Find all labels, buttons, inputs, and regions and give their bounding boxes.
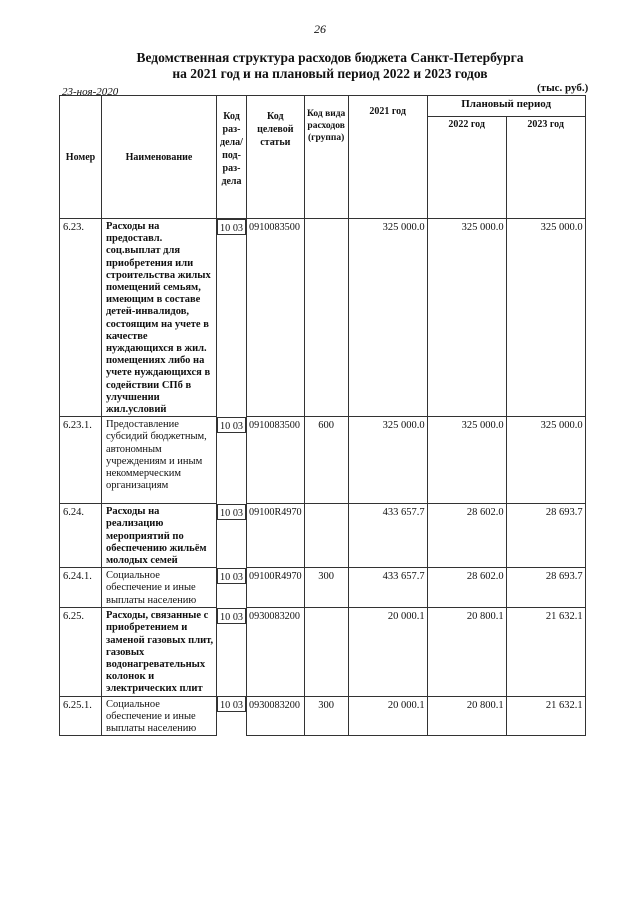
row-number: 6.23.1. xyxy=(60,417,102,504)
table-row xyxy=(60,219,586,417)
row-value-2021: 20 000.1 xyxy=(348,608,427,696)
row-razdel xyxy=(217,504,246,520)
row-number: 6.25. xyxy=(60,608,102,696)
row-subsection-code: 03 xyxy=(232,611,243,623)
header-planned-period: Плановый период xyxy=(427,96,585,117)
row-name: Предоставление субсидий бюджетным, автономным учреждениям и иным некоммерческим организациям xyxy=(102,417,217,504)
row-expense-type: 600 xyxy=(304,417,348,504)
row-subsection-code: 03 xyxy=(232,420,243,432)
row-expense-type: 300 xyxy=(304,568,348,608)
header-razdel: Код раз-дела/ под-раз-дела xyxy=(217,96,247,219)
header-2022: 2022 год xyxy=(427,117,506,219)
row-value-2022: 20 800.1 xyxy=(427,696,506,736)
row-target-code: 09100R4970 xyxy=(247,504,305,568)
row-number: 6.24.1. xyxy=(60,568,102,608)
row-expense-type xyxy=(304,608,348,696)
document-title xyxy=(60,50,600,82)
row-expense-type xyxy=(304,219,348,417)
row-subsection-code: 03 xyxy=(232,571,243,583)
row-section-code: 10 xyxy=(220,700,231,712)
budget-table xyxy=(59,95,586,736)
table-row xyxy=(60,568,586,608)
row-section-code: 10 xyxy=(220,223,231,234)
header-target: Код целевой статьи xyxy=(247,96,305,219)
row-section-code: 10 xyxy=(220,571,231,583)
row-razdel xyxy=(217,417,246,433)
row-target-code: 09100R4970 xyxy=(247,568,305,608)
row-number: 6.25.1. xyxy=(60,696,102,736)
row-value-2023: 28 693.7 xyxy=(506,568,585,608)
row-value-2023: 21 632.1 xyxy=(506,696,585,736)
row-value-2022: 325 000.0 xyxy=(427,219,506,417)
row-section-code: 10 xyxy=(220,507,231,519)
row-value-2023: 325 000.0 xyxy=(506,417,585,504)
row-name: Расходы на реализацию мероприятий по обеспечению жильём молодых семей xyxy=(102,504,217,568)
row-razdel xyxy=(217,568,246,584)
row-value-2022: 28 602.0 xyxy=(427,504,506,568)
table-row xyxy=(60,417,586,504)
row-subsection-code: 03 xyxy=(232,700,243,712)
row-name: Расходы на предоставл. соц.выплат для приобретения или строительства жилых помещений семьям, имеющим в составе детей-инвалидов, состоящим на учете в качестве нуждающихся в жил. помещениях либо на учете нуждающихся в содействии СПб в улучшении жил.условий xyxy=(102,219,217,417)
row-target-code: 0910083500 xyxy=(247,417,305,504)
row-expense-type: 300 xyxy=(304,696,348,736)
row-target-code: 0910083500 xyxy=(247,219,305,417)
row-value-2023: 21 632.1 xyxy=(506,608,585,696)
row-value-2022: 20 800.1 xyxy=(427,608,506,696)
row-value-2021: 433 657.7 xyxy=(348,568,427,608)
row-value-2021: 433 657.7 xyxy=(348,504,427,568)
header-2021: 2021 год xyxy=(348,96,427,219)
row-number: 6.24. xyxy=(60,504,102,568)
row-expense-type xyxy=(304,504,348,568)
header-number: Номер xyxy=(60,96,102,219)
row-section-code: 10 xyxy=(220,420,231,432)
row-razdel xyxy=(217,608,246,624)
row-value-2023: 28 693.7 xyxy=(506,504,585,568)
title-line-1: Ведомственная структура расходов бюджета Санкт-Петербурга xyxy=(136,50,524,65)
page-number: 26 xyxy=(314,22,326,36)
row-value-2022: 325 000.0 xyxy=(427,417,506,504)
table-row xyxy=(60,504,586,568)
row-section-code: 10 xyxy=(220,611,231,623)
row-value-2023: 325 000.0 xyxy=(506,219,585,417)
row-subsection-code: 03 xyxy=(232,507,243,519)
row-razdel xyxy=(217,696,246,712)
header-name: Наименование xyxy=(102,96,217,219)
row-name: Социальное обеспечение и иные выплаты населению xyxy=(102,568,217,608)
row-value-2021: 325 000.0 xyxy=(348,417,427,504)
table-row xyxy=(60,608,586,696)
title-line-2: на 2021 год и на плановый период 2022 и 2023 годов xyxy=(172,66,488,81)
row-number: 6.23. xyxy=(60,219,102,417)
row-target-code: 0930083200 xyxy=(247,608,305,696)
row-name: Расходы, связанные с приобретением и заменой газовых плит, газовых водонагревательных колонок и электрических плит xyxy=(102,608,217,696)
row-subsection-code: 03 xyxy=(232,223,243,234)
row-razdel xyxy=(217,219,246,235)
row-value-2021: 325 000.0 xyxy=(348,219,427,417)
row-value-2022: 28 602.0 xyxy=(427,568,506,608)
row-target-code: 0930083200 xyxy=(247,696,305,736)
row-name: Социальное обеспечение и иные выплаты населению xyxy=(102,696,217,736)
row-value-2021: 20 000.1 xyxy=(348,696,427,736)
document-date: 23-ноя-2020 xyxy=(62,86,119,98)
header-2023: 2023 год xyxy=(506,117,585,219)
table-row xyxy=(60,696,586,736)
units-label: (тыс. руб.) xyxy=(537,82,589,94)
header-vid: Код вида расходов (группа) xyxy=(304,96,348,219)
